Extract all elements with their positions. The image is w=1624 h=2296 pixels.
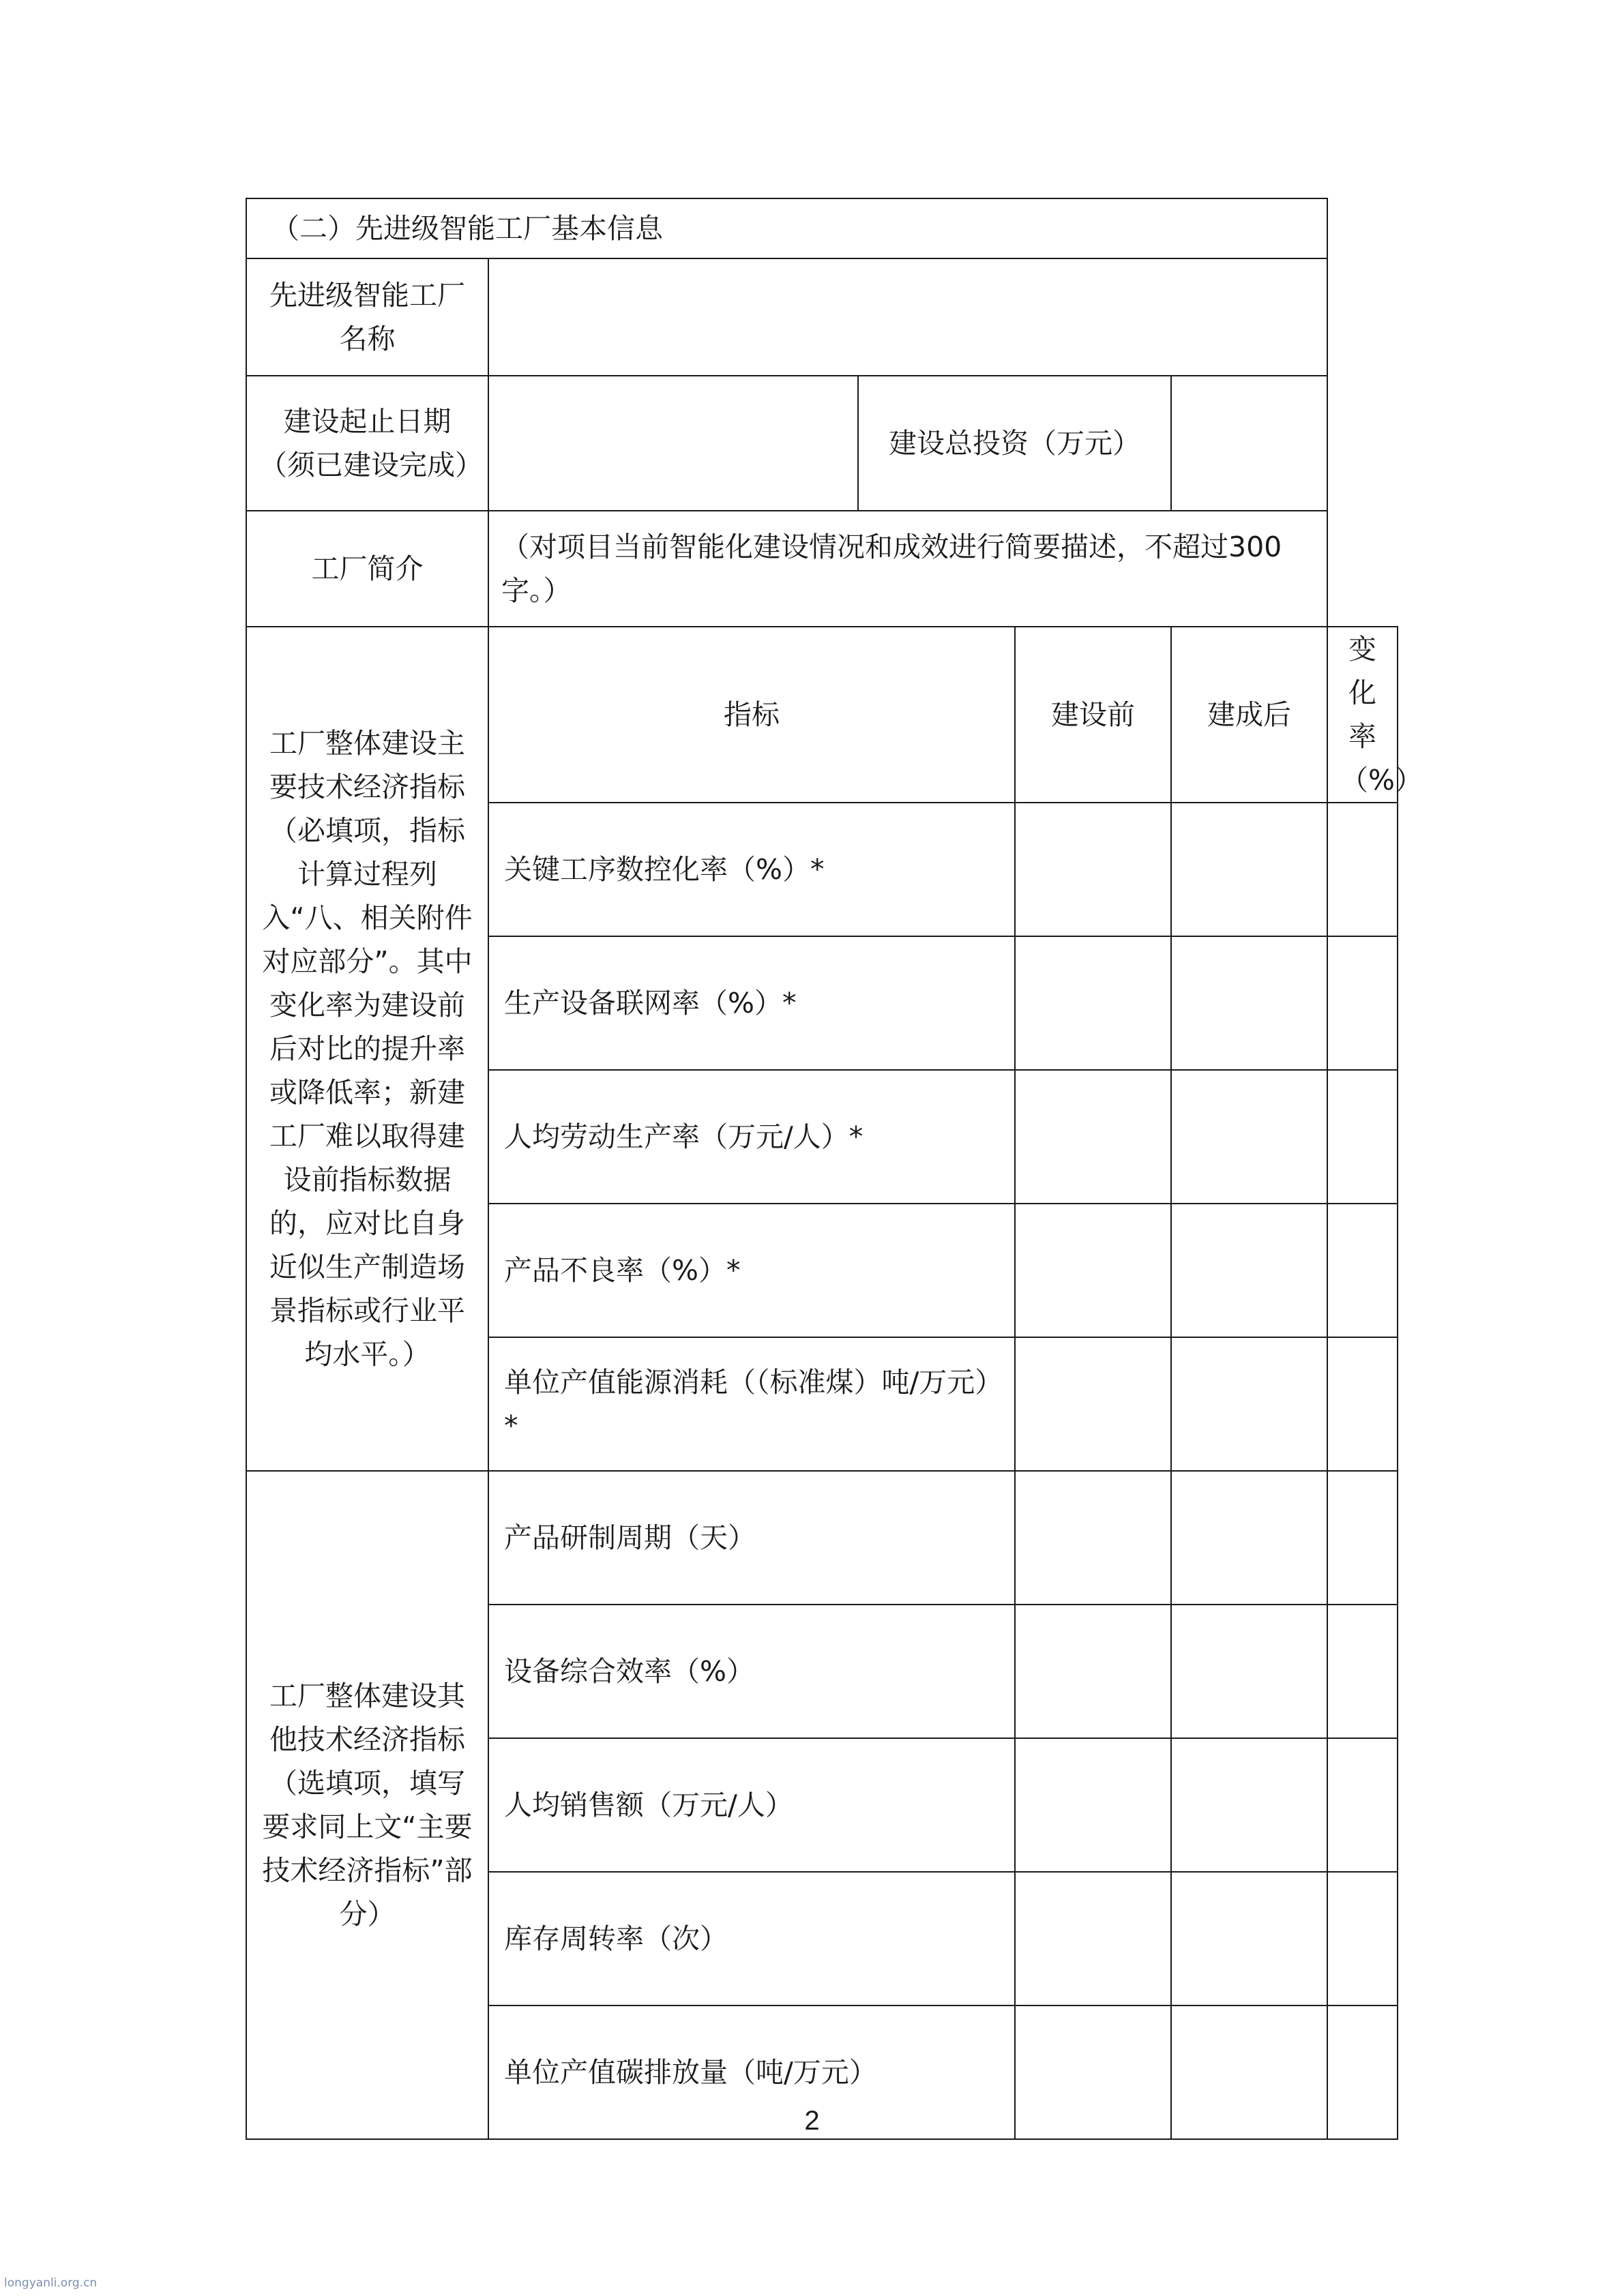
other-indicators-group-label: 工厂整体建设其他技术经济指标（选填项，填写要求同上文“主要技术经济指标”部分） <box>246 1471 488 2139</box>
value-after-cell[interactable] <box>1171 1738 1327 1872</box>
value-before-cell[interactable] <box>1015 1872 1171 2006</box>
column-header-before: 建设前 <box>1015 627 1171 803</box>
change-rate-cell[interactable] <box>1327 803 1398 936</box>
value-after-cell[interactable] <box>1171 1337 1327 1471</box>
page-number: 2 <box>804 2106 820 2136</box>
value-before-cell[interactable] <box>1015 1471 1171 1605</box>
factory-info-table <box>246 198 1423 2140</box>
indicator-name: 产品不良率（%）* <box>488 1204 1015 1337</box>
section-title: （二）先进级智能工厂基本信息 <box>246 198 1327 258</box>
column-header-change-rate: 变化率（%） <box>1327 627 1398 803</box>
value-before-cell[interactable] <box>1015 1204 1171 1337</box>
application-form <box>246 198 1423 2140</box>
value-before-cell[interactable] <box>1015 803 1171 936</box>
change-rate-cell[interactable] <box>1327 1471 1398 1605</box>
total-investment-value[interactable] <box>1171 376 1327 511</box>
indicator-name: 单位产值能源消耗（（标准煤）吨/万元）* <box>488 1337 1015 1471</box>
intro-row <box>246 511 1398 627</box>
value-before-cell[interactable] <box>1015 1738 1171 1872</box>
change-rate-cell[interactable] <box>1327 936 1398 1070</box>
build-dates-label: 建设起止日期（须已建设完成） <box>246 376 488 511</box>
intro-hint[interactable]: （对项目当前智能化建设情况和成效进行简要描述，不超过300字。） <box>488 511 1327 627</box>
indicator-name: 产品研制周期（天） <box>488 1471 1015 1605</box>
indicator-name: 库存周转率（次） <box>488 1872 1015 2006</box>
value-after-cell[interactable] <box>1171 1471 1327 1605</box>
factory-name-row <box>246 258 1398 376</box>
indicator-name: 设备综合效率（%） <box>488 1605 1015 1738</box>
factory-name-value[interactable] <box>488 258 1327 376</box>
indicator-header-row <box>246 627 1398 803</box>
change-rate-cell[interactable] <box>1327 1204 1398 1337</box>
value-after-cell[interactable] <box>1171 1605 1327 1738</box>
value-after-cell[interactable] <box>1171 1204 1327 1337</box>
indicator-name: 单位产值碳排放量（吨/万元） <box>488 2006 1015 2139</box>
value-after-cell[interactable] <box>1171 1070 1327 1204</box>
change-rate-cell[interactable] <box>1327 1872 1398 2006</box>
change-rate-cell[interactable] <box>1327 1337 1398 1471</box>
value-before-cell[interactable] <box>1015 1337 1171 1471</box>
indicator-name: 生产设备联网率（%）* <box>488 936 1015 1070</box>
factory-name-label: 先进级智能工厂名称 <box>246 258 488 376</box>
indicator-name: 人均销售额（万元/人） <box>488 1738 1015 1872</box>
build-dates-value[interactable] <box>488 376 858 511</box>
total-investment-label: 建设总投资（万元） <box>858 376 1171 511</box>
value-before-cell[interactable] <box>1015 1070 1171 1204</box>
column-header-indicator: 指标 <box>488 627 1015 803</box>
value-before-cell[interactable] <box>1015 1605 1171 1738</box>
section-header-row <box>246 198 1398 258</box>
value-after-cell[interactable] <box>1171 936 1327 1070</box>
value-after-cell[interactable] <box>1171 803 1327 936</box>
build-dates-row <box>246 376 1398 511</box>
column-header-after: 建成后 <box>1171 627 1327 803</box>
indicator-name: 人均劳动生产率（万元/人）* <box>488 1070 1015 1204</box>
indicator-name: 关键工序数控化率（%）* <box>488 803 1015 936</box>
main-indicators-group-label: 工厂整体建设主要技术经济指标（必填项，指标计算过程列入“八、相关附件对应部分”。其中变化率为建设前后对比的提升率或降低率；新建工厂难以取得建设前指标数据的，应对比自身近似生产制造场景指标或行业平均水平。） <box>246 627 488 1471</box>
change-rate-cell[interactable] <box>1327 1738 1398 1872</box>
value-before-cell[interactable] <box>1015 936 1171 1070</box>
change-rate-cell[interactable] <box>1327 1070 1398 1204</box>
value-after-cell[interactable] <box>1171 1872 1327 2006</box>
change-rate-cell[interactable] <box>1327 1605 1398 1738</box>
table-row <box>246 1471 1398 1605</box>
watermark: longyanli.org.cn <box>4 2276 98 2290</box>
intro-label: 工厂简介 <box>246 511 488 627</box>
